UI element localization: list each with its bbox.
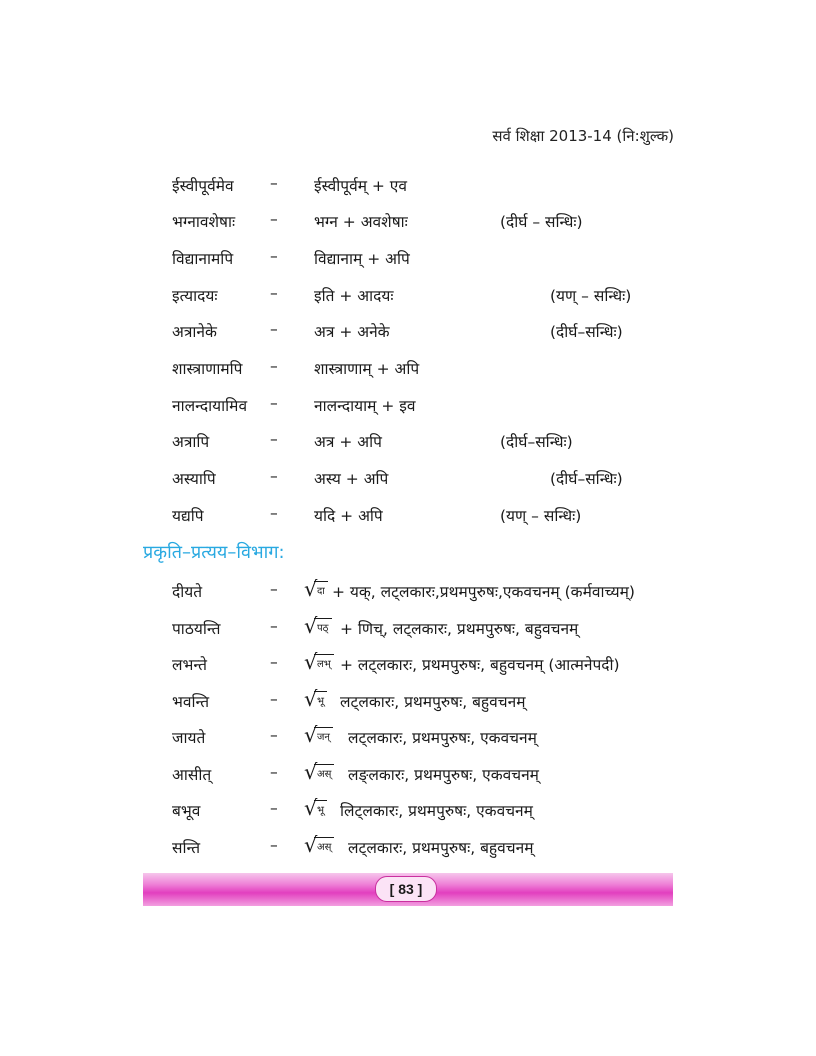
sandhi-word: अत्रापि (172, 433, 210, 451)
sandhi-word: अत्रानेके (172, 323, 217, 341)
root-radical (304, 614, 332, 637)
pratyaya-word: बभूव (172, 802, 201, 820)
sandhi-split: भग्न + अवशेषाः (314, 213, 408, 231)
radical-sign-icon: √ (304, 577, 318, 601)
pratyaya-row (0, 833, 816, 866)
root-text: अस् (314, 764, 334, 783)
sandhi-split: यदि + अपि (314, 507, 383, 525)
dash: – (270, 580, 278, 598)
dash: – (270, 430, 278, 448)
pratyaya-word: लभन्ते (172, 656, 208, 674)
sandhi-row (0, 504, 816, 534)
dash: – (270, 653, 278, 671)
radical-sign-icon: √ (304, 687, 318, 711)
grammar-description: + यक्, लट्लकारः,प्रथमपुरुषः,एकवचनम् (कर्मवाच्यम्) (332, 583, 635, 601)
sandhi-note: (दीर्घ–सन्धिः) (550, 470, 623, 488)
root-text: अस् (314, 837, 334, 856)
pratyaya-row (0, 796, 816, 829)
root-radical (304, 796, 327, 819)
radical-sign-icon: √ (304, 614, 318, 638)
radical-sign-icon: √ (304, 650, 318, 674)
root-radical (304, 650, 334, 673)
sandhi-note: (यण् – सन्धिः) (550, 287, 632, 305)
sandhi-split: अत्र + अपि (314, 433, 382, 451)
radical-sign-icon: √ (304, 796, 318, 820)
dash: – (270, 467, 278, 485)
radical-sign-icon: √ (304, 723, 318, 747)
pratyaya-word: सन्ति (172, 839, 201, 857)
pratyaya-row (0, 723, 816, 756)
page-header: सर्व शिक्षा 2013-14 (नि:शुल्क) (492, 127, 674, 145)
sandhi-row (0, 467, 816, 497)
dash: – (270, 836, 278, 854)
sandhi-split: ईस्वीपूर्वम् + एव (314, 177, 407, 195)
sandhi-row (0, 430, 816, 460)
page-number: [ 83 ] (375, 876, 437, 902)
sandhi-row (0, 320, 816, 350)
sandhi-note: (यण् – सन्धिः) (500, 507, 582, 525)
pratyaya-word: आसीत् (172, 766, 212, 784)
grammar-description: + णिच्, लट्लकारः, प्रथमपुरुषः, बहुवचनम् (340, 620, 579, 638)
sandhi-split: अस्य + अपि (314, 470, 389, 488)
dash: – (270, 799, 278, 817)
sandhi-word: इत्यादयः (172, 287, 218, 305)
sandhi-row (0, 284, 816, 314)
root-radical (304, 760, 334, 783)
root-radical (304, 723, 333, 746)
section-heading: प्रकृति–प्रत्यय–विभाग: (143, 542, 285, 563)
sandhi-row (0, 357, 816, 387)
sandhi-word: यद्यपि (172, 507, 204, 525)
pratyaya-row (0, 687, 816, 720)
dash: – (270, 357, 278, 375)
sandhi-row (0, 174, 816, 204)
grammar-description: लट्लकारः, प्रथमपुरुषः, बहुवचनम् (340, 693, 526, 711)
dash: – (270, 504, 278, 522)
sandhi-split: विद्यानाम् + अपि (314, 250, 410, 268)
dash: – (270, 690, 278, 708)
root-text: पठ् (314, 618, 332, 637)
grammar-description: लिट्लकारः, प्रथमपुरुषः, एकवचनम् (340, 802, 533, 820)
pratyaya-row (0, 650, 816, 683)
dash: – (270, 174, 278, 192)
sandhi-word: ईस्वीपूर्वमेव (172, 177, 234, 195)
root-text: लभ् (314, 654, 334, 673)
pratyaya-word: भवन्ति (172, 693, 210, 711)
root-text: भू (314, 800, 327, 819)
grammar-description: लट्लकारः, प्रथमपुरुषः, बहुवचनम् (348, 839, 534, 857)
sandhi-word: अस्यापि (172, 470, 216, 488)
grammar-description: लङ्लकारः, प्रथमपुरुषः, एकवचनम् (348, 766, 539, 784)
dash: – (270, 247, 278, 265)
root-text: जन् (314, 727, 333, 746)
sandhi-split: नालन्दायाम् + इव (314, 397, 416, 415)
sandhi-row (0, 210, 816, 240)
pratyaya-word: जायते (172, 729, 206, 747)
pratyaya-word: दीयते (172, 583, 203, 601)
pratyaya-word: पाठयन्ति (172, 620, 221, 638)
dash: – (270, 210, 278, 228)
pratyaya-row (0, 760, 816, 793)
dash: – (270, 394, 278, 412)
root-text: भू (314, 691, 327, 710)
grammar-description: + लट्लकारः, प्रथमपुरुषः, बहुवचनम् (आत्मनेपदी) (340, 656, 620, 674)
sandhi-word: विद्यानामपि (172, 250, 234, 268)
pratyaya-row (0, 577, 816, 610)
radical-sign-icon: √ (304, 760, 318, 784)
dash: – (270, 617, 278, 635)
sandhi-split: शास्त्राणाम् + अपि (314, 360, 420, 378)
root-radical (304, 577, 328, 600)
dash: – (270, 763, 278, 781)
grammar-description: लट्लकारः, प्रथमपुरुषः, एकवचनम् (348, 729, 537, 747)
dash: – (270, 320, 278, 338)
sandhi-split: अत्र + अनेके (314, 323, 390, 341)
pratyaya-row (0, 614, 816, 647)
sandhi-word: नालन्दायामिव (172, 397, 248, 415)
sandhi-row (0, 247, 816, 277)
sandhi-note: (दीर्घ–सन्धिः) (550, 323, 623, 341)
radical-sign-icon: √ (304, 833, 318, 857)
sandhi-split: इति + आदयः (314, 287, 394, 305)
root-text: दा (314, 581, 328, 600)
sandhi-word: शास्त्राणामपि (172, 360, 243, 378)
sandhi-note: (दीर्घ – सन्धिः) (500, 213, 583, 231)
dash: – (270, 284, 278, 302)
root-radical (304, 687, 327, 710)
sandhi-note: (दीर्घ–सन्धिः) (500, 433, 573, 451)
dash: – (270, 726, 278, 744)
sandhi-word: भग्नावशेषाः (172, 213, 236, 231)
sandhi-row (0, 394, 816, 424)
root-radical (304, 833, 334, 856)
